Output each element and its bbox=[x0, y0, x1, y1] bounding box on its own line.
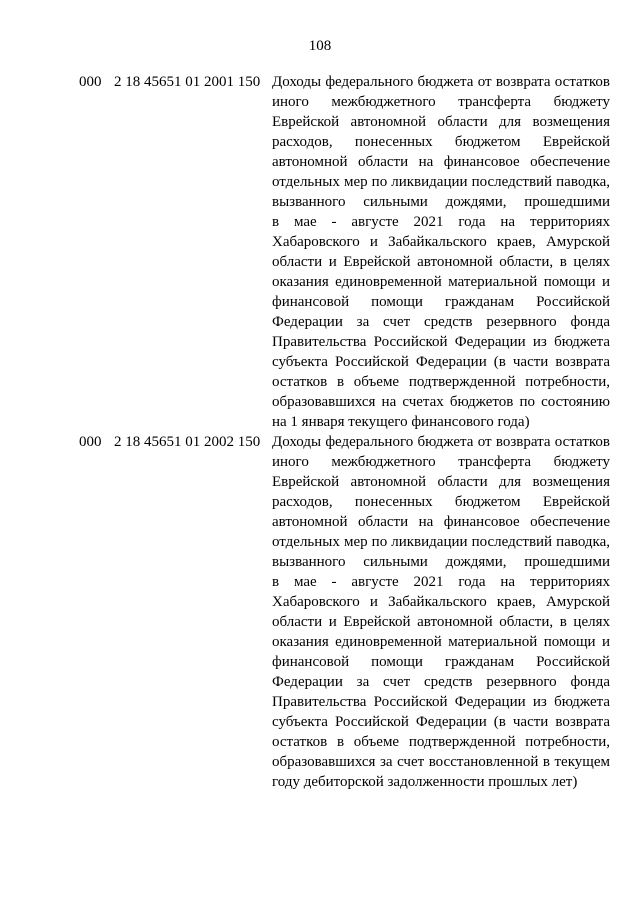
description-line: отдельных мер по ликвидации последствий паводка, bbox=[272, 174, 610, 190]
description-line: Доходы федерального бюджета от возврата остатков bbox=[272, 434, 610, 450]
description-line: в мае - августе 2021 года на территориях bbox=[272, 574, 610, 590]
description-line: Правительства Российской Федерации из бюджета bbox=[272, 334, 610, 350]
description-line: иного межбюджетного трансферта бюджету bbox=[272, 454, 610, 470]
description-line: Хабаровского и Забайкальского краев, Амурской bbox=[272, 234, 610, 250]
description-line: на 1 января текущего финансового года) bbox=[272, 414, 530, 430]
description-line: области и Еврейской автономной области, в целях bbox=[272, 254, 610, 270]
description-line: Хабаровского и Забайкальского краев, Амурской bbox=[272, 594, 610, 610]
description-line: финансовой помощи гражданам Российской bbox=[272, 294, 610, 310]
description-line: области и Еврейской автономной области, в целях bbox=[272, 614, 610, 630]
description-line: Федерации за счет средств резервного фонда bbox=[272, 314, 610, 330]
description-line: образовавшихся на счетах бюджетов по состоянию bbox=[272, 394, 610, 410]
description-line: автономной области на финансовое обеспечение bbox=[272, 154, 610, 170]
description-line: оказания единовременной материальной помощи и bbox=[272, 274, 610, 290]
description-line: финансовой помощи гражданам Российской bbox=[272, 654, 610, 670]
kbk-code: 2 18 45651 01 2001 150 bbox=[114, 74, 261, 90]
description-line: расходов, понесенных бюджетом Еврейской bbox=[272, 494, 610, 510]
description-line: Правительства Российской Федерации из бюджета bbox=[272, 694, 610, 710]
income-description bbox=[272, 72, 610, 432]
admin-code: 000 bbox=[79, 74, 102, 90]
description-line: отдельных мер по ликвидации последствий паводка, bbox=[272, 534, 610, 550]
description-line: оказания единовременной материальной помощи и bbox=[272, 634, 610, 650]
description-line: вызванного сильными дождями, прошедшими bbox=[272, 554, 610, 570]
description-line: образовавшихся за счет восстановленной в текущем bbox=[272, 754, 610, 770]
description-line: остатков в объеме подтвержденной потребности, bbox=[272, 374, 610, 390]
description-line: субъекта Российской Федерации (в части возврата bbox=[272, 354, 610, 370]
description-line: остатков в объеме подтвержденной потребности, bbox=[272, 734, 610, 750]
description-line: Еврейской автономной области для возмещения bbox=[272, 474, 610, 490]
kbk-code: 2 18 45651 01 2002 150 bbox=[114, 434, 261, 450]
description-line: Федерации за счет средств резервного фонда bbox=[272, 674, 610, 690]
description-line: вызванного сильными дождями, прошедшими bbox=[272, 194, 610, 210]
description-line: расходов, понесенных бюджетом Еврейской bbox=[272, 134, 610, 150]
description-line: в мае - августе 2021 года на территориях bbox=[272, 214, 610, 230]
description-line: Доходы федерального бюджета от возврата остатков bbox=[272, 74, 610, 90]
description-line: автономной области на финансовое обеспечение bbox=[272, 514, 610, 530]
income-description bbox=[272, 432, 610, 792]
page-number: 108 bbox=[308, 38, 332, 54]
description-line: году дебиторской задолженности прошлых лет) bbox=[272, 774, 578, 790]
description-line: Еврейской автономной области для возмещения bbox=[272, 114, 610, 130]
description-line: субъекта Российской Федерации (в части возврата bbox=[272, 714, 610, 730]
description-line: иного межбюджетного трансферта бюджету bbox=[272, 94, 610, 110]
admin-code: 000 bbox=[79, 434, 102, 450]
